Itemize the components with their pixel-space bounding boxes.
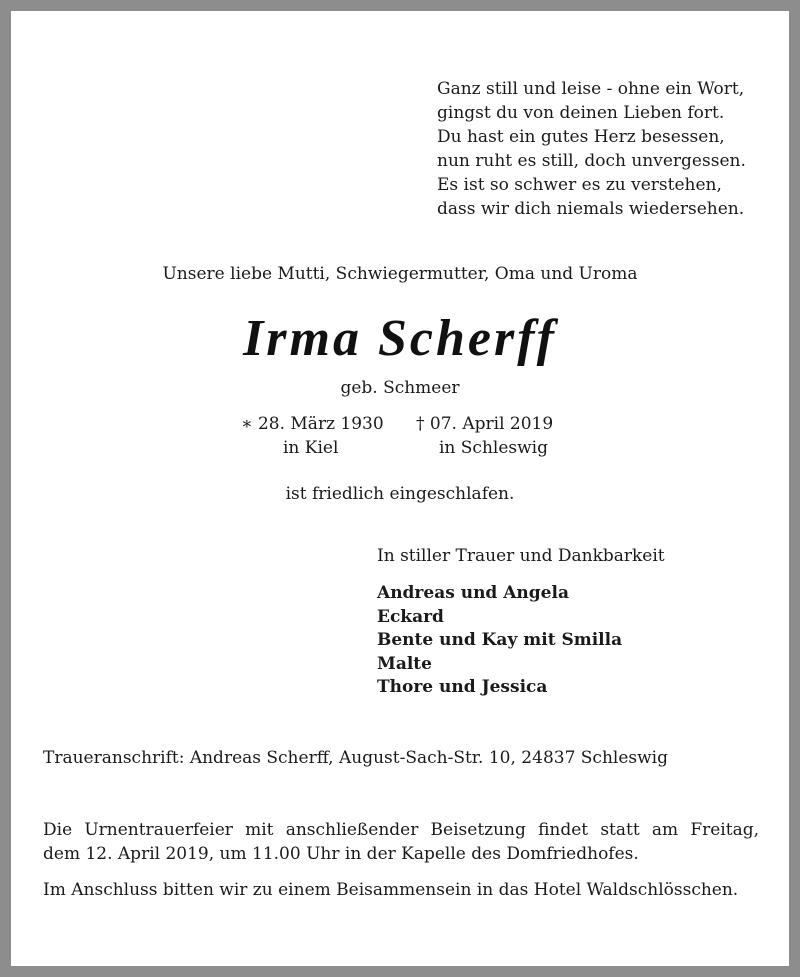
intro-text: Unsere liebe Mutti, Schwiegermutter, Oma und Uroma	[162, 264, 638, 284]
ceremony-info	[43, 818, 759, 866]
family-member: Andreas und Angela	[377, 583, 569, 603]
poem-line: dass wir dich niemals wiedersehen.	[437, 199, 745, 219]
obituary-notice	[11, 11, 789, 966]
poem-line: nun ruht es still, doch unvergessen.	[437, 151, 746, 171]
birth-date: ∗ 28. März 1930	[241, 414, 384, 434]
poem-line: gingst du von deinen Lieben fort.	[437, 103, 725, 123]
passed-text: ist friedlich eingeschlafen.	[285, 484, 515, 504]
birth-place: in Kiel	[283, 438, 339, 458]
reception-info: Im Anschluss bitten wir zu einem Beisammensein in das Hotel Waldschlösschen.	[43, 880, 739, 900]
poem-line: Es ist so schwer es zu verstehen,	[437, 175, 722, 195]
mourning-text: In stiller Trauer und Dankbarkeit	[377, 546, 665, 566]
birth-name: geb. Schmeer	[340, 378, 460, 398]
ceremony-line: dem 12. April 2019, um 11.00 Uhr in der Kapelle des Domfriedhofes.	[43, 844, 639, 864]
family-member: Bente und Kay mit Smilla	[377, 630, 623, 650]
family-member: Malte	[377, 653, 432, 674]
family-list	[377, 582, 622, 700]
poem	[437, 77, 746, 221]
death-date: † 07. April 2019	[416, 414, 554, 434]
poem-line: Ganz still und leise - ohne ein Wort,	[437, 79, 745, 99]
poem-line: Du hast ein gutes Herz besessen,	[437, 127, 725, 147]
family-member: Eckard	[377, 606, 444, 627]
ceremony-line: Die Urnentrauerfeier mit anschließender Beisetzung findet statt am Freitag,	[43, 820, 759, 840]
death-place: in Schleswig	[439, 438, 548, 458]
deceased-name: Irma Scherff	[243, 310, 557, 367]
mourning-address: Traueranschrift: Andreas Scherff, August-Sach-Str. 10, 24837 Schleswig	[43, 748, 668, 768]
family-member: Thore und Jessica	[377, 677, 548, 697]
